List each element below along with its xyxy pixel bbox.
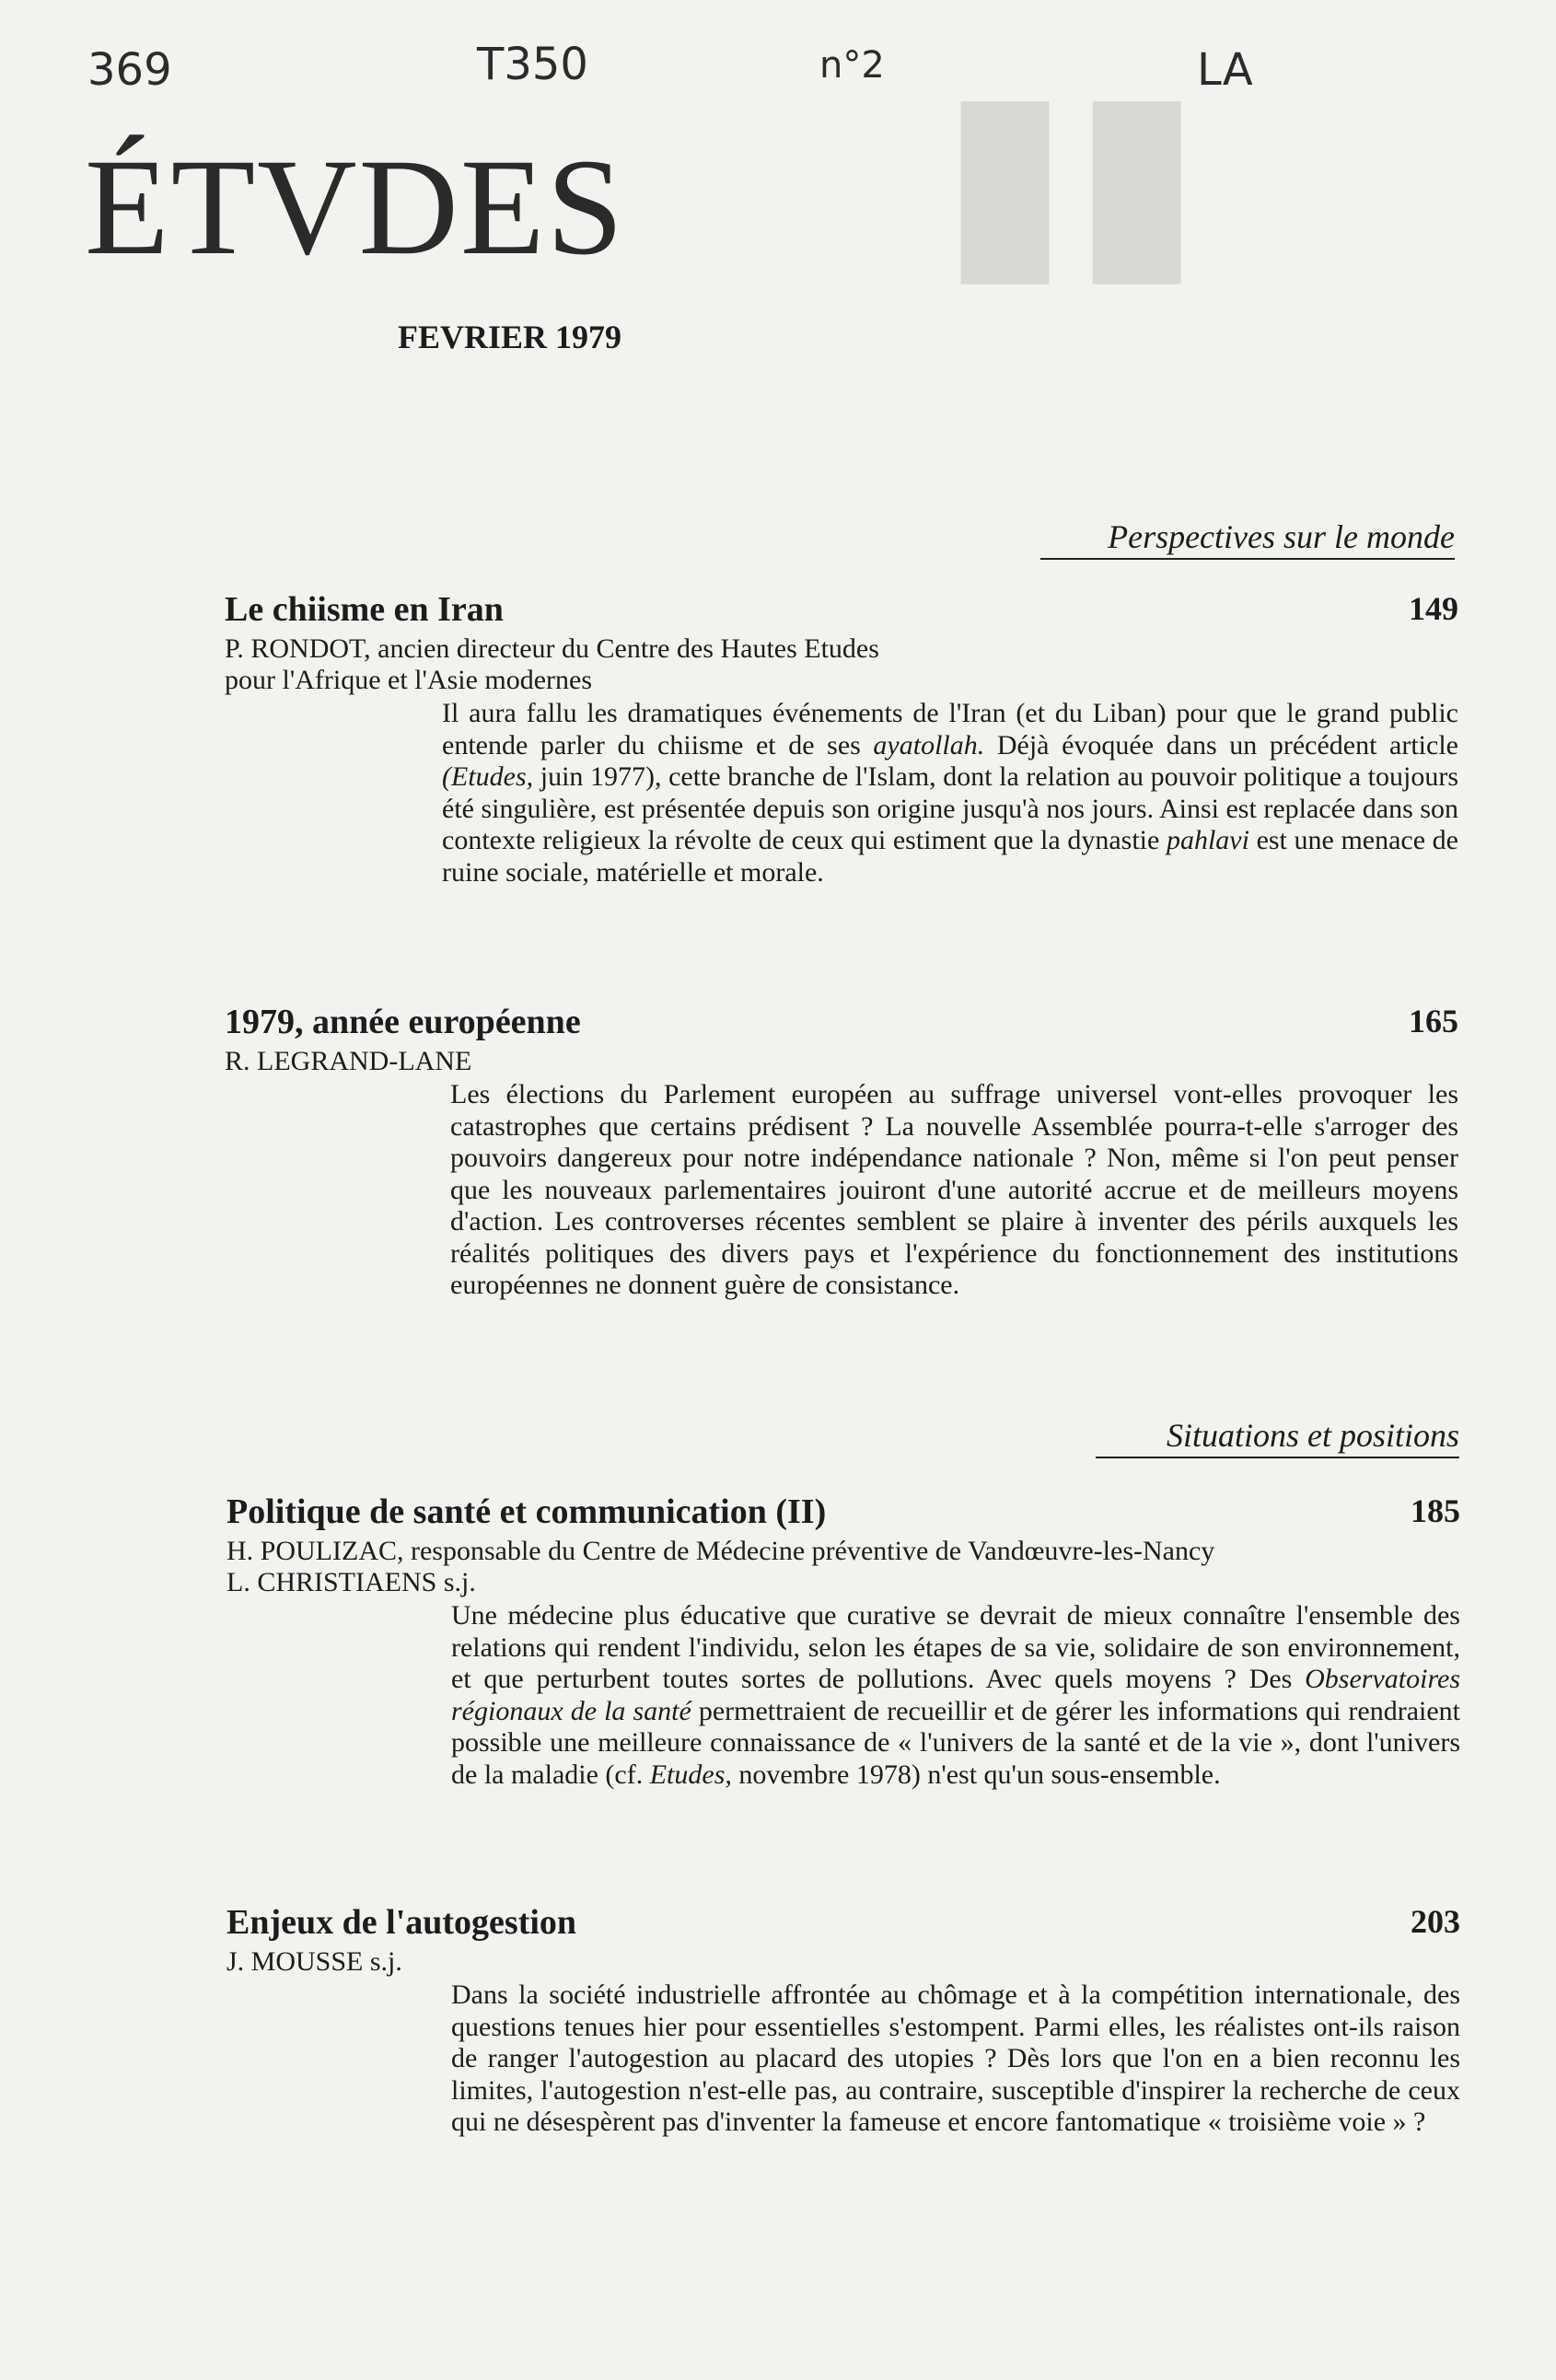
handwritten-note: 369: [87, 44, 172, 96]
issue-date: FEVRIER 1979: [398, 319, 622, 355]
author-line: J. MOUSSE s.j.: [226, 1946, 402, 1977]
page-number: 165: [1409, 1003, 1458, 1039]
section-header: Situations et positions: [1096, 1416, 1459, 1458]
article-entry: [226, 1902, 1460, 2139]
handwritten-note: LA: [1197, 44, 1253, 96]
article-entry: [226, 1492, 1460, 1791]
handwritten-note: n°2: [819, 44, 885, 87]
page-number: 149: [1409, 590, 1458, 627]
article-abstract: Il aura fallu les dramatiques événements de l'Iran (et du Liban) pour que le grand public entende parler du chiisme et de ses ayatollah. Déjà évoquée dans un précédent article (Etudes, juin 1977), cette branche de l'Islam, dont la relation au pouvoir politique a toujours été singulière, est présentée depuis son origine jusqu'à nos jours. Ainsi est replacée dans son contexte religieux la révolte de ceux qui estiment que la dynastie pahlavi est une menace de ruine sociale, matérielle et morale.: [442, 698, 1458, 888]
handwritten-note: T350: [477, 39, 588, 90]
article-title: 1979, année européenne: [225, 1003, 581, 1041]
article-authors: [226, 1536, 1460, 1598]
article-title: Le chiisme en Iran: [225, 590, 504, 629]
article-authors: [226, 1946, 1460, 1978]
article-abstract: Dans la société industrielle affrontée au chômage et à la compétition internationale, des questions tenues hier pour essentielles s'estompent. Parmi elles, les réalistes ont-ils raison de ranger l'autogestion au placard des utopies ? Dès lors que l'on en a bien reconnu les limites, l'autogestion n'est-elle pas, au contraire, susceptible d'inspirer la recherche de ceux qui ne désespèrent pas d'inventer la fameuse et encore fantomatique « troisième voie » ?: [451, 1979, 1460, 2137]
show-through-shape: ▮▮: [939, 42, 1203, 308]
article-entry: [225, 589, 1458, 888]
article-abstract: Les élections du Parlement européen au suffrage universel vont-elles provoquer les catastrophes que certains prédisent ? La nouvelle Assemblée pourra-t-elle s'arroger des pouvoirs dangereux pour notre indépendance nationale ? Non, même si l'on peut penser que les nouveaux parlementaires jouiront d'une autorité accrue et de meilleurs moyens d'action. Les controverses récentes semblent se plaire à inventer des périls auxquels les réalités politiques des divers pays et l'expérience du fonctionnement des institutions européennes ne donnent guère de consistance.: [450, 1079, 1458, 1300]
author-line: H. POULIZAC, responsable du Centre de Médecine préventive de Vandœuvre-les-Nancy: [226, 1536, 1215, 1566]
author-line: L. CHRISTIAENS s.j.: [226, 1567, 476, 1597]
article-abstract: Une médecine plus éducative que curative se devrait de mieux connaître l'ensemble des relations qui rendent l'individu, selon les étapes de sa vie, solidaire de son environnement, et que perturbent toutes sortes de pollutions. Avec quels moyens ? Des Observatoires régionaux de la santé permettraient de recueillir et de gérer les informations qui rendraient possible une meilleure connaissance de « l'univers de la santé et de la vie », dont l'univers de la maladie (cf. Etudes, novembre 1978) n'est qu'un sous-ensemble.: [451, 1600, 1460, 1790]
journal-masthead: ÉTVDES: [85, 131, 625, 284]
article-title: Enjeux de l'autogestion: [226, 1903, 577, 1942]
page-number: 203: [1411, 1903, 1460, 1940]
author-line: R. LEGRAND-LANE: [225, 1046, 472, 1076]
author-line: pour l'Afrique et l'Asie modernes: [225, 665, 593, 695]
article-entry: [225, 1002, 1458, 1302]
page-number: 185: [1411, 1492, 1460, 1529]
article-authors: [225, 1046, 1458, 1077]
author-line: P. RONDOT, ancien directeur du Centre des Hautes Etudes: [225, 633, 879, 664]
section-header: Perspectives sur le monde: [1040, 517, 1455, 560]
article-title: Politique de santé et communication (II): [226, 1492, 827, 1531]
article-authors: [225, 633, 1458, 696]
